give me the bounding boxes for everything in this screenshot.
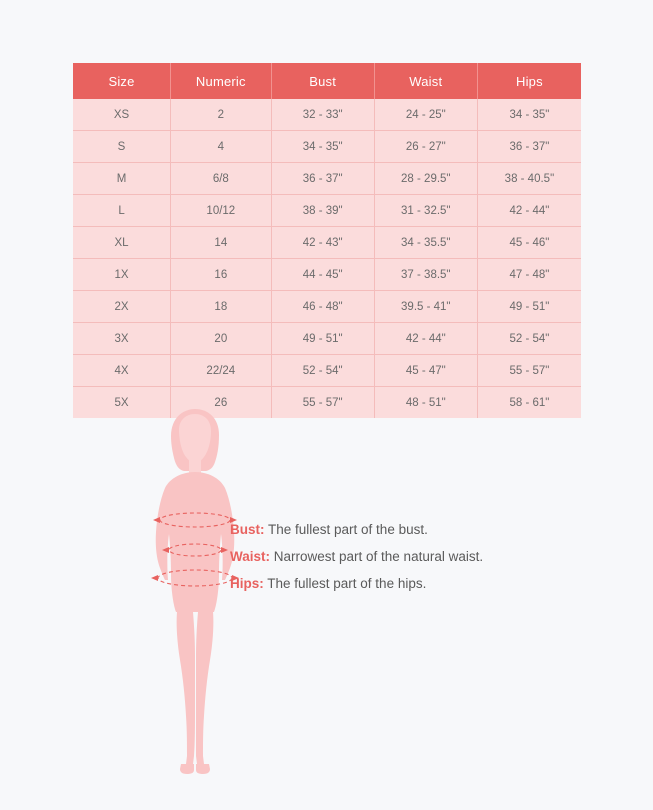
cell-size: S: [73, 131, 171, 163]
cell-bust: 32 - 33": [271, 99, 374, 131]
cell-size: L: [73, 195, 171, 227]
column-header-size: Size: [73, 63, 171, 99]
cell-numeric: 2: [171, 99, 272, 131]
table-row: [73, 227, 581, 259]
cell-bust: 42 - 43": [271, 227, 374, 259]
cell-waist: 37 - 38.5": [374, 259, 477, 291]
cell-size: 2X: [73, 291, 171, 323]
cell-numeric: 14: [171, 227, 272, 259]
hips-arrow-left-icon: [151, 575, 158, 581]
table-row: [73, 99, 581, 131]
right-foot-shape: [196, 764, 210, 774]
column-header-waist: Waist: [374, 63, 477, 99]
measurement-legend: [230, 516, 560, 597]
cell-hips: 58 - 61": [477, 387, 581, 419]
cell-bust: 49 - 51": [271, 323, 374, 355]
cell-hips: 34 - 35": [477, 99, 581, 131]
cell-waist: 42 - 44": [374, 323, 477, 355]
cell-numeric: 22/24: [171, 355, 272, 387]
cell-numeric: 10/12: [171, 195, 272, 227]
legend-item-hips: [230, 570, 560, 597]
cell-size: 1X: [73, 259, 171, 291]
cell-waist: 45 - 47": [374, 355, 477, 387]
cell-bust: 34 - 35": [271, 131, 374, 163]
cell-waist: 39.5 - 41": [374, 291, 477, 323]
cell-bust: 38 - 39": [271, 195, 374, 227]
table-row: [73, 355, 581, 387]
right-leg-shape: [196, 612, 213, 764]
measurement-diagram: [0, 408, 653, 788]
size-chart-table: [73, 63, 581, 418]
table-row: [73, 131, 581, 163]
cell-hips: 55 - 57": [477, 355, 581, 387]
table-row: [73, 323, 581, 355]
table-row: [73, 291, 581, 323]
column-header-hips: Hips: [477, 63, 581, 99]
cell-size: XL: [73, 227, 171, 259]
cell-waist: 31 - 32.5": [374, 195, 477, 227]
column-header-bust: Bust: [271, 63, 374, 99]
cell-hips: 52 - 54": [477, 323, 581, 355]
column-header-numeric: Numeric: [171, 63, 272, 99]
cell-bust: 55 - 57": [271, 387, 374, 419]
left-leg-shape: [177, 612, 195, 764]
cell-hips: 38 - 40.5": [477, 163, 581, 195]
legend-item-bust: [230, 516, 560, 543]
legend-text-bust: The fullest part of the bust.: [264, 522, 428, 537]
legend-term-waist: Waist:: [230, 549, 270, 564]
table-row: [73, 195, 581, 227]
size-chart-container: [73, 63, 581, 418]
cell-size: 3X: [73, 323, 171, 355]
cell-bust: 36 - 37": [271, 163, 374, 195]
cell-hips: 36 - 37": [477, 131, 581, 163]
table-row: [73, 259, 581, 291]
cell-size: XS: [73, 99, 171, 131]
cell-hips: 49 - 51": [477, 291, 581, 323]
cell-waist: 24 - 25": [374, 99, 477, 131]
cell-numeric: 6/8: [171, 163, 272, 195]
cell-numeric: 16: [171, 259, 272, 291]
cell-hips: 45 - 46": [477, 227, 581, 259]
legend-text-waist: Narrowest part of the natural waist.: [270, 549, 484, 564]
cell-size: 4X: [73, 355, 171, 387]
cell-bust: 44 - 45": [271, 259, 374, 291]
cell-bust: 46 - 48": [271, 291, 374, 323]
cell-numeric: 4: [171, 131, 272, 163]
cell-waist: 48 - 51": [374, 387, 477, 419]
cell-numeric: 20: [171, 323, 272, 355]
table-row: [73, 163, 581, 195]
legend-term-hips: Hips:: [230, 576, 264, 591]
torso-shape: [156, 472, 235, 612]
cell-waist: 26 - 27": [374, 131, 477, 163]
cell-bust: 52 - 54": [271, 355, 374, 387]
cell-numeric: 18: [171, 291, 272, 323]
left-foot-shape: [180, 764, 194, 774]
cell-hips: 47 - 48": [477, 259, 581, 291]
cell-waist: 34 - 35.5": [374, 227, 477, 259]
bust-arrow-left-icon: [153, 517, 160, 523]
cell-size: M: [73, 163, 171, 195]
cell-waist: 28 - 29.5": [374, 163, 477, 195]
legend-text-hips: The fullest part of the hips.: [263, 576, 427, 591]
cell-numeric: 26: [171, 387, 272, 419]
legend-item-waist: [230, 543, 560, 570]
table-header-row: [73, 63, 581, 99]
cell-hips: 42 - 44": [477, 195, 581, 227]
cell-size: 5X: [73, 387, 171, 419]
legend-term-bust: Bust:: [230, 522, 265, 537]
